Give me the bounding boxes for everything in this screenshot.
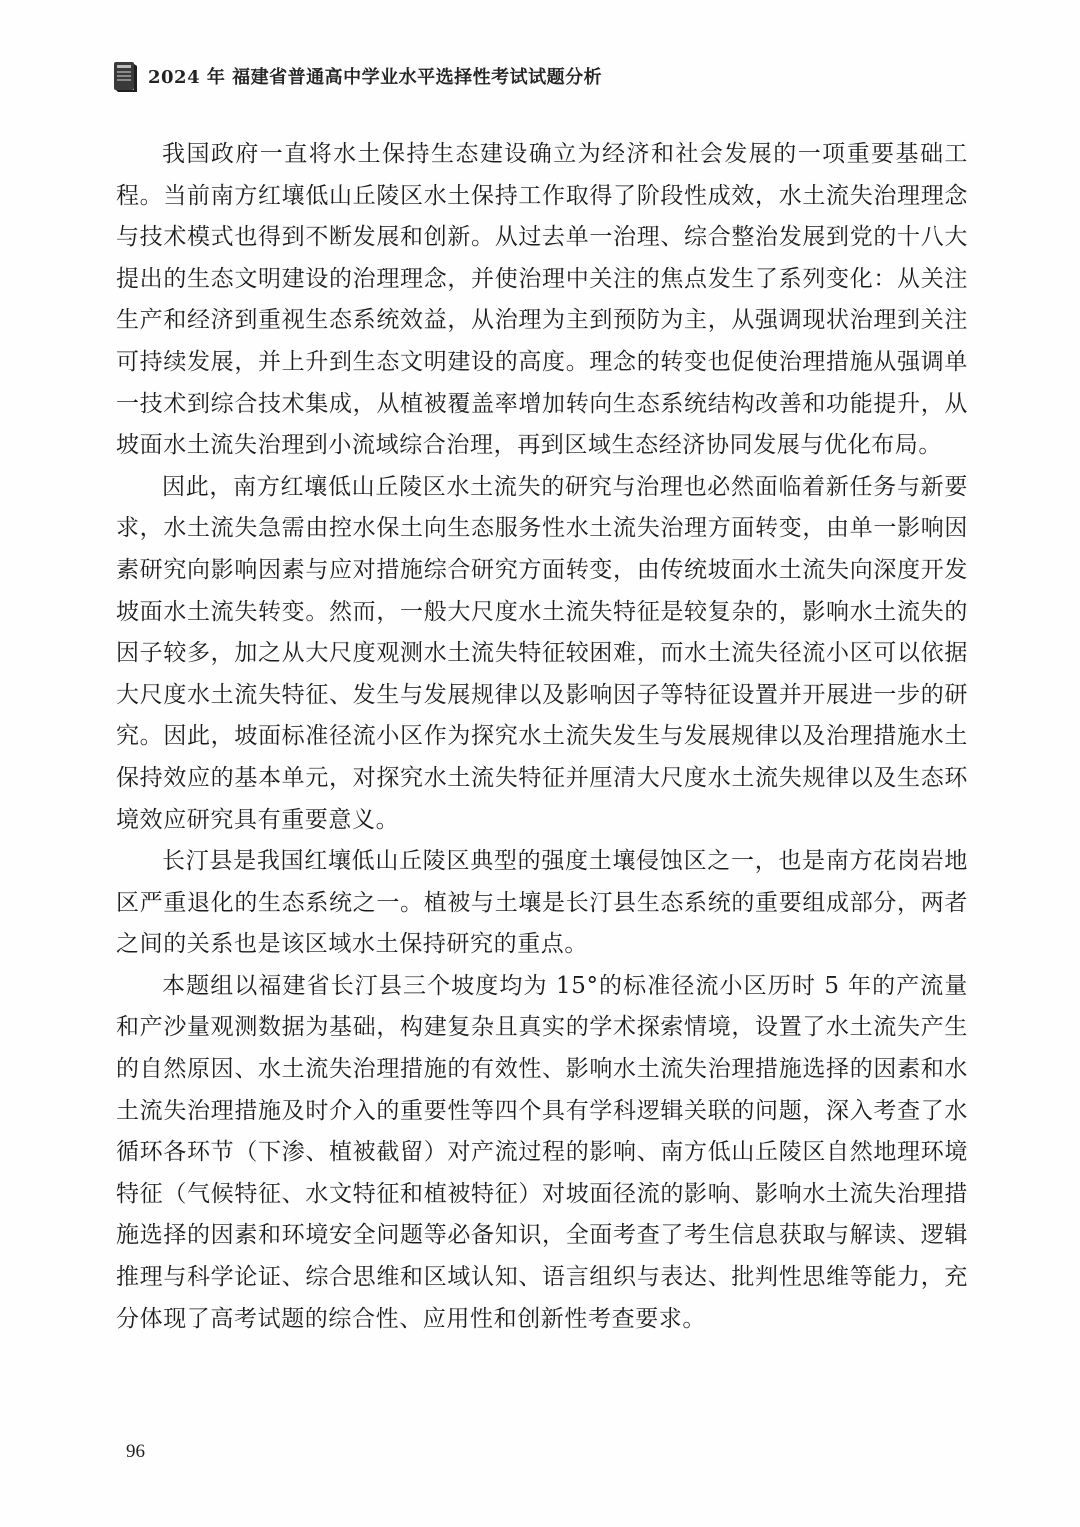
paragraph-3: 长汀县是我国红壤低山丘陵区典型的强度土壤侵蚀区之一，也是南方花岗岩地区严重退化的生态系统之一。植被与土壤是长汀县生态系统的重要组成部分，两者之间的关系也是该区域水土保持研究的重点。 bbox=[116, 848, 968, 958]
paragraph-4: 本题组以福建省长汀县三个坡度均为 15°的标准径流小区历时 5 年的产流量和产沙量观测数据为基础，构建复杂且真实的学术探索情境，设置了水土流失产生的自然原因、水土流失治理措施的有效性、影响水土流失治理措施选择的因素和水土流失治理措施及时介入的重要性等四个具有学科逻辑关联的问题，深入考查了水循环各环节（下渗、植被截留）对产流过程的影响、南方低山丘陵区自然地理环境特征（气候特征、水文特征和植被特征）对坡面径流的影响、影响水土流失治理措施选择的因素和环境安全问题等必备知识，全面考查了考生信息获取与解读、逻辑推理与科学论证、综合思维和区域认知、语言组织与表达、批判性思维等能力，充分体现了高考试题的综合性、应用性和创新性考查要求。 bbox=[116, 972, 968, 1332]
page-number: 96 bbox=[126, 1441, 145, 1462]
running-header bbox=[112, 58, 602, 94]
body-text bbox=[116, 134, 968, 1340]
paragraph-1: 我国政府一直将水土保持生态建设确立为经济和社会发展的一项重要基础工程。当前南方红壤低山丘陵区水土保持工作取得了阶段性成效，水土流失治理理念与技术模式也得到不断发展和创新。从过去单一治理、综合整治发展到党的十八大提出的生态文明建设的治理理念，并使治理中关注的焦点发生了系列变化：从关注生产和经济到重视生态系统效益，从治理为主到预防为主，从强调现状治理到关注可持续发展，并上升到生态文明建设的高度。理念的转变也促使治理措施从强调单一技术到综合技术集成，从植被覆盖率增加转向生态系统结构改善和功能提升，从坡面水土流失治理到小流域综合治理，再到区域生态经济协同发展与优化布局。 bbox=[116, 141, 968, 459]
header-title: 2024 年 福建省普通高中学业水平选择性考试试题分析 bbox=[148, 67, 603, 88]
book-icon bbox=[112, 59, 138, 93]
paragraph-2: 因此，南方红壤低山丘陵区水土流失的研究与治理也必然面临着新任务与新要求，水土流失急需由控水保土向生态服务性水土流失治理方面转变，由单一影响因素研究向影响因素与应对措施综合研究方面转变，由传统坡面水土流失向深度开发坡面水土流失转变。然而，一般大尺度水土流失特征是较复杂的，影响水土流失的因子较多，加之从大尺度观测水土流失特征较困难，而水土流失径流小区可以依据大尺度水土流失特征、发生与发展规律以及影响因子等特征设置并开展进一步的研究。因此，坡面标准径流小区作为探究水土流失发生与发展规律以及治理措施水土保持效应的基本单元，对探究水土流失特征并厘清大尺度水土流失规律以及生态环境效应研究具有重要意义。 bbox=[116, 473, 968, 833]
